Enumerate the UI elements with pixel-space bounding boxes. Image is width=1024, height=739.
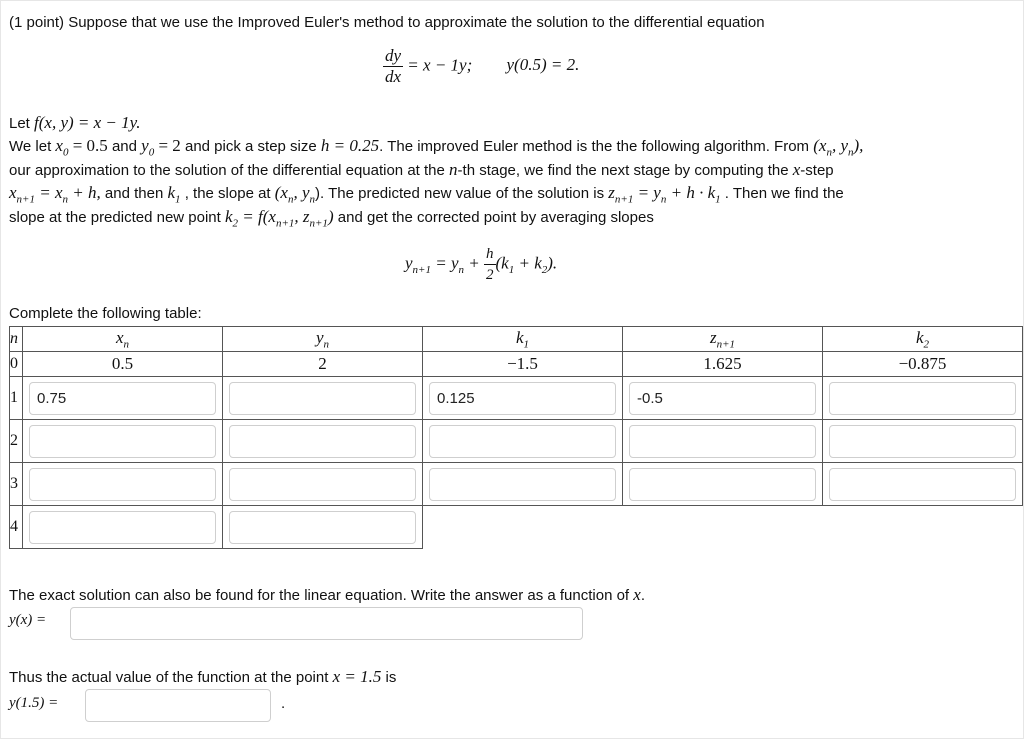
row0-k2: −0.875 bbox=[823, 352, 1023, 377]
row3-k1-input[interactable] bbox=[429, 468, 616, 501]
para-line-3: our approximation to the solution of the differential equation at the n-th stage, we find the next stage by computing the x-step bbox=[9, 160, 834, 179]
derivative-fraction: $\frac{dy}{dx}$ bbox=[385, 46, 402, 86]
row2-z-input[interactable] bbox=[629, 425, 816, 458]
y15-input[interactable] bbox=[85, 689, 271, 722]
row0-z: 1.625 bbox=[623, 352, 823, 377]
header-xn: $x_n$ bbox=[23, 327, 223, 352]
exact-solution-text: The exact solution can also be found for the linear equation. Write the answer as a function of x. bbox=[9, 585, 645, 604]
row0-x: 0.5 bbox=[23, 352, 223, 377]
table-row: 2 bbox=[10, 420, 1023, 463]
row3-z-input[interactable] bbox=[629, 468, 816, 501]
row1-k2-input[interactable] bbox=[829, 382, 1016, 415]
header-yn: $y_n$ bbox=[223, 327, 423, 352]
header-k2: $k_2$ bbox=[823, 327, 1023, 352]
let-line: Let f(x, y) = x − 1y. bbox=[9, 113, 141, 132]
yx-input[interactable] bbox=[70, 607, 583, 640]
row1-y-input[interactable] bbox=[229, 382, 416, 415]
trailing-period: . bbox=[281, 695, 286, 712]
complete-label: Complete the following table: bbox=[9, 305, 202, 322]
para-line-5: slope at the predicted new point $k_2 = f(x_{n+1}$, $z_{n+1}$) and get the corrected point by averaging slopes bbox=[9, 207, 654, 230]
row3-k2-input[interactable] bbox=[829, 468, 1016, 501]
header-k1: $k_1$ bbox=[423, 327, 623, 352]
table-row: 0 0.5 2 −1.5 1.625 −0.875 bbox=[10, 352, 1023, 377]
yx-label: y(x) = bbox=[9, 612, 47, 628]
y15-label: y(1.5) = bbox=[9, 695, 59, 711]
para-line-2: We let $x_0 = 0.5$ and $y_0 = 2$ and pick a step size h = 0.25. The improved Euler method is the the following algorithm. From ($x_n$, $y_n$), bbox=[9, 136, 864, 159]
euler-table bbox=[9, 326, 1023, 549]
row4-y-input[interactable] bbox=[229, 511, 416, 544]
row2-x-input[interactable] bbox=[29, 425, 216, 458]
row3-x-input[interactable] bbox=[29, 468, 216, 501]
header-z: $z_{n+1}$ bbox=[623, 327, 823, 352]
row1-k1-input[interactable] bbox=[429, 382, 616, 415]
intro-text: (1 point) Suppose that we use the Improved Euler's method to approximate the solution to the differential equation bbox=[9, 14, 765, 31]
row0-k1: −1.5 bbox=[423, 352, 623, 377]
row0-y: 2 bbox=[223, 352, 423, 377]
row2-k1-input[interactable] bbox=[429, 425, 616, 458]
ode-rhs: = x − 1y; bbox=[407, 55, 473, 75]
update-formula: $y_{n+1} = y_n$ + $\frac{h}{2}$ $(k_1 + k_2)$. bbox=[405, 246, 558, 283]
table-row: 1 0.75 0.125 -0.5 bbox=[10, 377, 1023, 420]
row1-x-input[interactable] bbox=[29, 382, 216, 415]
row2-y-input[interactable] bbox=[229, 425, 416, 458]
table-row: 3 bbox=[10, 463, 1023, 506]
para-line-4: $x_{n+1} = x_n + h$, and then $k_1$ , the slope at ($x_n$, $y_n$). The predicted new value of the solution is $z_{n+1} = y_n + h \cdot k_1$ . Then we find the bbox=[9, 183, 844, 206]
row2-k2-input[interactable] bbox=[829, 425, 1016, 458]
ode-equation bbox=[383, 46, 579, 87]
row3-y-input[interactable] bbox=[229, 468, 416, 501]
initial-condition: y(0.5) = 2. bbox=[506, 55, 580, 75]
table-row: 4 bbox=[10, 506, 1023, 549]
header-n: n bbox=[10, 327, 23, 352]
row1-z-input[interactable] bbox=[629, 382, 816, 415]
row4-x-input[interactable] bbox=[29, 511, 216, 544]
thus-text: Thus the actual value of the function at the point x = 1.5 is bbox=[9, 667, 397, 686]
table-header-row bbox=[10, 327, 1023, 352]
